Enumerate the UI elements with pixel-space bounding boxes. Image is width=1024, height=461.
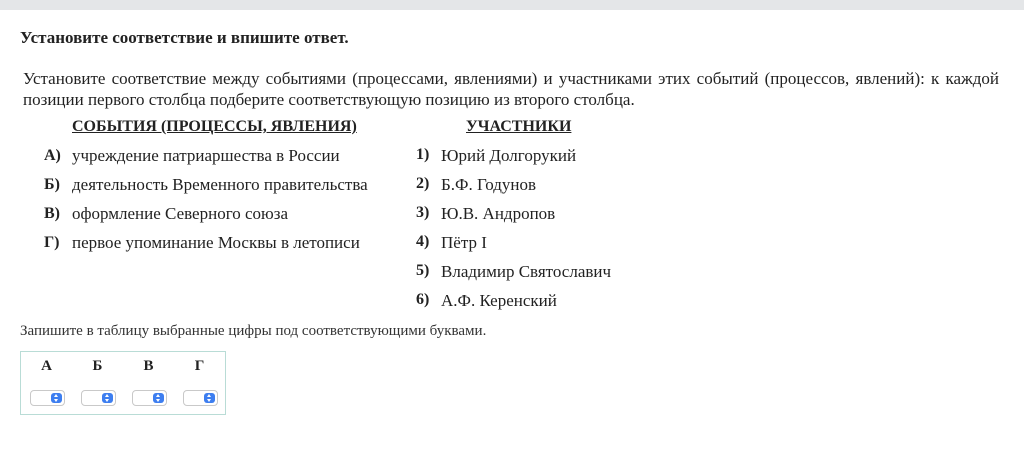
event-text: учреждение патриаршества в России (72, 146, 340, 165)
answer-column-g (174, 352, 225, 414)
answer-letter: Г (194, 358, 205, 374)
answer-column-v (123, 352, 174, 414)
answer-select-b[interactable] (81, 390, 116, 406)
participant-mark: 5) (416, 262, 430, 279)
select-chevron-icon (153, 393, 164, 403)
event-text: оформление Северного союза (72, 204, 289, 223)
answer-select-g[interactable] (183, 390, 218, 406)
answer-select-v[interactable] (132, 390, 167, 406)
task-intro: Установите соответствие между событиями (процессами, явлениями) и участниками этих событий (процессов, явлений): к каждой позиции первого столбца подберите соответствующую позицию из второго столбца. (23, 69, 999, 109)
participant-text: Ю.В. Андропов (441, 204, 556, 223)
participant-mark: 2) (416, 175, 430, 192)
participant-mark: 4) (416, 233, 430, 250)
answer-table (20, 351, 226, 415)
event-mark: Г) (44, 234, 60, 251)
answer-column-a (21, 352, 72, 414)
participants-column-header: УЧАСТНИКИ (466, 118, 572, 135)
events-column-header: СОБЫТИЯ (ПРОЦЕССЫ, ЯВЛЕНИЯ) (72, 118, 357, 135)
task-heading: Установите соответствие и впишите ответ. (20, 28, 349, 47)
participant-text: Юрий Долгорукий (441, 146, 577, 165)
select-chevron-icon (51, 393, 62, 403)
participant-text: А.Ф. Керенский (441, 291, 557, 310)
participant-text: Б.Ф. Годунов (441, 175, 537, 194)
participant-text: Пётр I (441, 233, 487, 252)
answer-letter: В (143, 358, 154, 374)
select-chevron-icon (102, 393, 113, 403)
event-mark: В) (44, 205, 60, 222)
event-mark: А) (44, 147, 61, 164)
participant-mark: 6) (416, 291, 430, 308)
event-mark: Б) (44, 176, 60, 193)
answer-letter: А (41, 358, 52, 374)
select-chevron-icon (204, 393, 215, 403)
event-text: первое упоминание Москвы в летописи (72, 233, 360, 252)
participant-text: Владимир Святославич (441, 262, 612, 281)
answer-letter: Б (92, 358, 103, 374)
participant-mark: 3) (416, 204, 430, 221)
answer-select-a[interactable] (30, 390, 65, 406)
answer-instruction: Запишите в таблицу выбранные цифры под соответствующими буквами. (20, 323, 487, 339)
participant-mark: 1) (416, 146, 430, 163)
top-bar (0, 0, 1024, 10)
answer-column-b (72, 352, 123, 414)
event-text: деятельность Временного правительства (72, 175, 368, 194)
